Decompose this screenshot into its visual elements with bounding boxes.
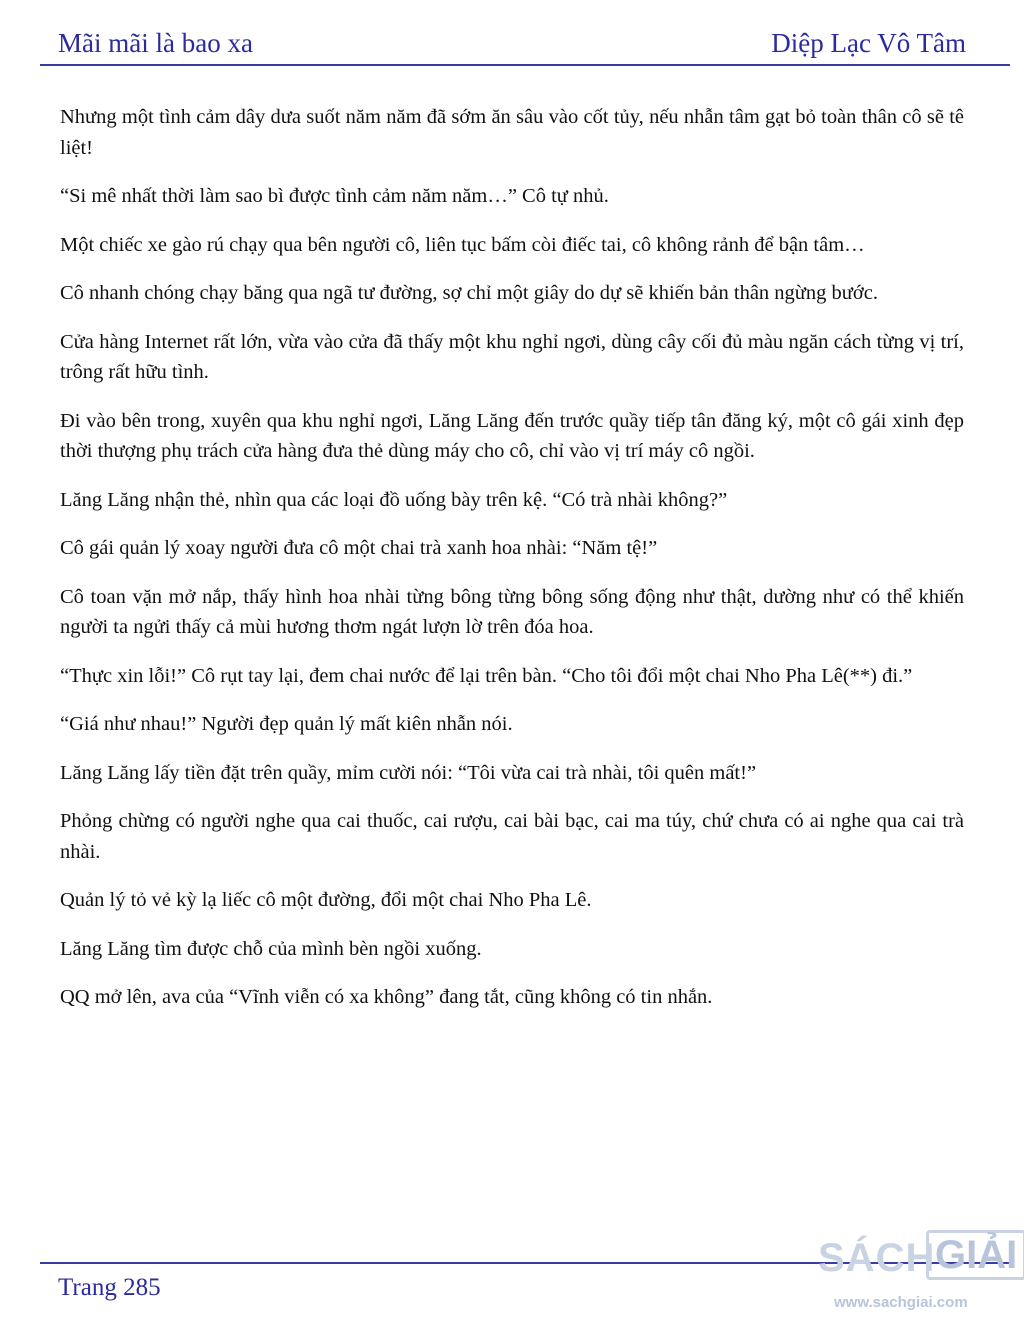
paragraph: Cô toan vặn mở nắp, thấy hình hoa nhài từng bông từng bông sống động như thật, dường như có thể khiến người ta ngửi thấy cả mùi hương thơm ngát lượn lờ trên đóa hoa. <box>60 585 964 638</box>
paragraph: QQ mở lên, ava của “Vĩnh viễn có xa không” đang tắt, cũng không có tin nhắn. <box>60 986 713 1008</box>
paragraph: Lăng Lăng tìm được chỗ của mình bèn ngồi xuống. <box>60 937 482 960</box>
watermark-brand-left: SÁCH <box>818 1236 936 1280</box>
paragraph: Quản lý tỏ vẻ kỳ lạ liếc cô một đường, đổi một chai Nho Pha Lê. <box>60 889 592 911</box>
paragraph: “Giá như nhau!” Người đẹp quản lý mất kiên nhẫn nói. <box>60 713 513 735</box>
paragraph: Nhưng một tình cảm dây dưa suốt năm năm đã sớm ăn sâu vào cốt tủy, nếu nhẫn tâm gạt bỏ toàn thân cô sẽ tê liệt! <box>60 106 964 159</box>
paragraph: Phỏng chừng có người nghe qua cai thuốc, cai rượu, cai bài bạc, cai ma túy, chứ chưa có ai nghe qua cai trà nhài. <box>60 810 964 863</box>
paragraph: Cô gái quản lý xoay người đưa cô một chai trà xanh hoa nhài: “Năm tệ!” <box>60 537 658 559</box>
watermark-url: www.sachgiai.com <box>834 1294 968 1311</box>
paragraph: “Thực xin lỗi!” Cô rụt tay lại, đem chai nước để lại trên bàn. “Cho tôi đổi một chai Nho Pha Lê(**) đi.” <box>60 664 913 687</box>
paragraph: Lăng Lăng lấy tiền đặt trên quầy, mỉm cười nói: “Tôi vừa cai trà nhài, tôi quên mất!” <box>60 761 757 784</box>
watermark-logo <box>812 1228 1022 1318</box>
watermark-brand-right: GIẢI <box>926 1230 1024 1280</box>
page-body <box>60 102 964 1031</box>
author-name: Diệp Lạc Vô Tâm <box>771 28 966 58</box>
page-header <box>0 24 1024 64</box>
paragraph: Một chiếc xe gào rú chạy qua bên người cô, liên tục bấm còi điếc tai, cô không rảnh để bận tâm… <box>60 233 865 256</box>
paragraph: Cô nhanh chóng chạy băng qua ngã tư đường, sợ chỉ một giây do dự sẽ khiến bản thân ngừng bước. <box>60 282 878 304</box>
book-title: Mãi mãi là bao xa <box>58 28 253 58</box>
paragraph: Đi vào bên trong, xuyên qua khu nghỉ ngơi, Lăng Lăng đến trước quầy tiếp tân đăng ký, một cô gái xinh đẹp thời thượng phụ trách cửa hàng đưa thẻ dùng máy cho cô, chỉ vào vị trí máy cô ngồi. <box>60 409 964 462</box>
header-divider <box>40 64 1010 66</box>
paragraph: Lăng Lăng nhận thẻ, nhìn qua các loại đồ uống bày trên kệ. “Có trà nhài không?” <box>60 488 728 511</box>
paragraph: Cửa hàng Internet rất lớn, vừa vào cửa đã thấy một khu nghỉ ngơi, dùng cây cối đủ màu ngăn cách từng vị trí, trông rất hữu tình. <box>60 330 964 383</box>
paragraph: “Si mê nhất thời làm sao bì được tình cảm năm năm…” Cô tự nhủ. <box>60 185 609 207</box>
page-number: Trang 285 <box>58 1274 161 1301</box>
